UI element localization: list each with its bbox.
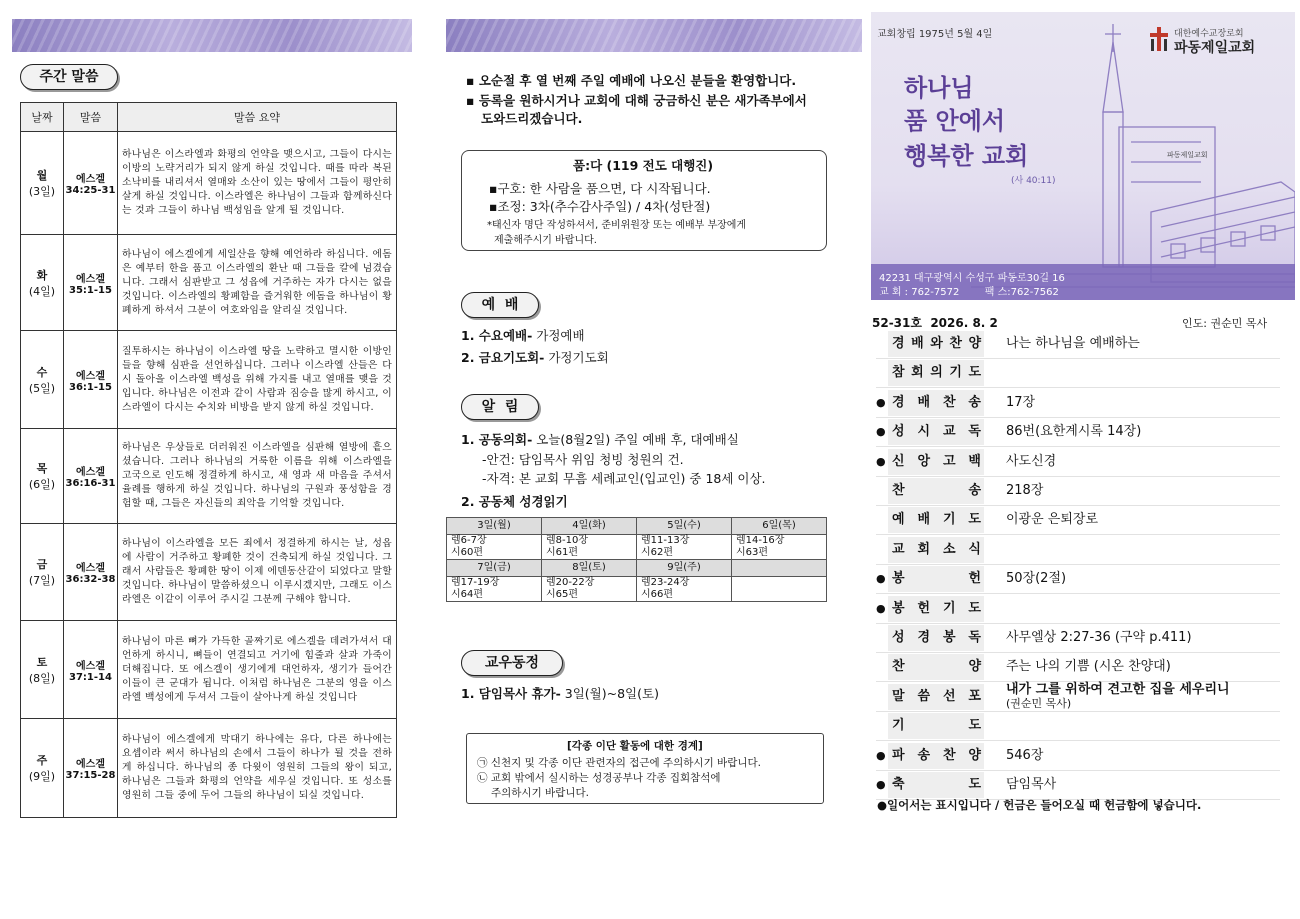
order-label: 봉 헌 기 도 bbox=[888, 596, 984, 622]
weekly-summary: 하나님이 에스겔에게 세일산을 향해 예언하라 하십니다. 에돔은 예부터 한을 품고 이스라엘의 환난 때 그들을 칼에 넘겼습니다. 그래서 심판받고 그 성읍에 거주하는 자가 다시는 없을 것입니다. 이스라엘의 황폐함을 즐거워한 에돔을 하나님이 황폐하게 하셔서 그분이 여호와임을 알리실 것입니다. bbox=[118, 235, 397, 331]
notice-title: 알 림 bbox=[461, 394, 539, 420]
standing-bullet: ● bbox=[876, 748, 886, 762]
weekly-summary: 질투하시는 하나님이 이스라엘 땅을 노략하고 멸시한 이방인들을 향해 심판을 선언하십니다. 그러나 이스라엘 산들은 다시 돌아올 이스라엘 백성을 위해 가지를 내고 열매를 맺을 것입니다. 하나님은 이전과 같이 사람과 짐승을 많게 하시고, 이스라엘이 다시는 수치와 비방을 받지 않게 하실 것입니다. bbox=[118, 331, 397, 429]
worship-item-2: 2. 금요기도회- 가정기도회 bbox=[461, 350, 609, 365]
weekly-summary: 하나님이 에스겔에게 막대기 하나에는 유다, 다른 하나에는 요셉이라 써서 하나님의 손에서 그들이 하나가 될 것을 전하게 하십니다. 하나님의 종 다윗이 영원히 그들의 왕이 되고, 하나님은 그들과 화평의 언약을 세우실 것입니다. 또 성소를 영원히 그들 중에 두어 그들의 하나님이 되실 것입니다. bbox=[118, 719, 397, 818]
weekly-reference: 에스겔 34:25-31 bbox=[64, 132, 118, 235]
staff-title: 교우동정 bbox=[461, 650, 563, 676]
reading-cell: 렘23-24장 시66편 bbox=[637, 577, 732, 602]
slogan-verse: (사 40:11) bbox=[1011, 176, 1056, 186]
order-item bbox=[876, 625, 1280, 653]
weekly-day: 주 (9일) bbox=[21, 719, 64, 818]
reading-row-1 bbox=[447, 535, 827, 560]
weekly-row bbox=[21, 524, 397, 621]
order-item bbox=[876, 743, 1280, 771]
weekly-reference: 에스겔 36:16-31 bbox=[64, 429, 118, 524]
weekly-day: 수 (5일) bbox=[21, 331, 64, 429]
weekly-day: 금 (7일) bbox=[21, 524, 64, 621]
weekly-row bbox=[21, 719, 397, 818]
order-value: 내가 그를 위하여 견고한 집을 세우리니 (권순민 목사) bbox=[1006, 681, 1230, 710]
weekly-summary: 하나님은 이스라엘과 화평의 언약을 맺으시고, 그들이 다시는 이방의 노략거리가 되지 않게 하실 것입니다. 때를 따라 복된 소낙비를 내리셔서 열매와 소산이 있는 땅에서 그들이 평안히 살게 하실 것입니다. 이스라엘은 하나님이 그들과 함께하신다는 것과 그들이 하나님 백성임을 알게 될 것입니다. bbox=[118, 132, 397, 235]
order-label: 봉 헌 bbox=[888, 566, 984, 592]
weekly-day: 화 (4일) bbox=[21, 235, 64, 331]
order-item bbox=[876, 331, 1280, 359]
weekly-reference: 에스겔 35:1-15 bbox=[64, 235, 118, 331]
bulletin-leader: 인도: 권순민 목사 bbox=[1182, 317, 1268, 330]
reading-table bbox=[446, 517, 827, 602]
notice-item-1-sub-1: -안건: 담임목사 위임 청빙 청원의 건. bbox=[482, 452, 684, 467]
weekly-day: 토 (8일) bbox=[21, 621, 64, 719]
reading-head-row-2 bbox=[447, 560, 827, 577]
order-value: 주는 나의 기쁨 (시온 찬양대) bbox=[1006, 659, 1171, 675]
reading-day: 7일(금) bbox=[447, 560, 542, 577]
weekly-row bbox=[21, 235, 397, 331]
standing-bullet: ● bbox=[876, 778, 886, 791]
order-label: 말 씀 선 포 bbox=[888, 684, 984, 710]
standing-bullet: ● bbox=[876, 454, 886, 468]
mission-line-2: ▪조정: 3차(추수감사주일) / 4차(성탄절) bbox=[489, 199, 711, 214]
weekly-day: 목 (6일) bbox=[21, 429, 64, 524]
reading-day: 8일(토) bbox=[542, 560, 637, 577]
order-label: 성 시 교 독 bbox=[888, 419, 984, 445]
order-item bbox=[876, 390, 1280, 418]
order-item bbox=[876, 419, 1280, 447]
cover-phone: 교 회 : 762-7572 팩 스:762-7562 bbox=[879, 287, 1059, 298]
order-label: 신 앙 고 백 bbox=[888, 449, 984, 475]
mission-note-2: 제출해주시기 바랍니다. bbox=[494, 235, 597, 246]
weekly-summary: 하나님이 마른 뼈가 가득한 골짜기로 에스겔을 데려가셔서 대언하게 하시니, 뼈들이 연결되고 거기에 힘줄과 살과 가죽이 더해집니다. 또 에스겔이 생기에게 대언하자, 생기가 들어간 이들이 큰 군대가 됩니다. 이처럼 하나님은 그분의 영을 이스라엘 백성에게 두셔서 그들이 살아나게 하실 것입니다 bbox=[118, 621, 397, 719]
weekly-reference: 에스겔 36:32-38 bbox=[64, 524, 118, 621]
order-item bbox=[876, 449, 1280, 477]
caution-line-3: 주의하시기 바랍니다. bbox=[491, 787, 589, 799]
order-value: 17장 bbox=[1006, 394, 1036, 410]
header-band-left bbox=[12, 19, 412, 52]
header-date: 날짜 bbox=[21, 103, 64, 132]
reading-day: 5일(수) bbox=[637, 518, 732, 535]
order-label: 경 배 와 찬 양 bbox=[888, 331, 984, 357]
order-value: 218장 bbox=[1006, 483, 1044, 498]
building-sign: 파동제일교회 bbox=[1167, 151, 1208, 159]
reading-day: 4일(화) bbox=[542, 518, 637, 535]
order-value: 86번(요한계시록 14장) bbox=[1006, 424, 1142, 440]
standing-bullet: ● bbox=[876, 601, 886, 615]
order-item bbox=[876, 360, 1280, 388]
order-item bbox=[876, 654, 1280, 682]
welcome-line-3: 도와드리겠습니다. bbox=[481, 111, 583, 126]
order-item bbox=[876, 596, 1280, 624]
weekly-title: 주간 말씀 bbox=[20, 64, 118, 90]
reading-day bbox=[732, 560, 827, 577]
standing-bullet: ● bbox=[876, 395, 886, 409]
order-value: 사무엘상 2:27-36 (구약 p.411) bbox=[1006, 630, 1192, 645]
order-label: 축 도 bbox=[888, 772, 984, 798]
order-value: 담임목사 bbox=[1006, 777, 1057, 792]
weekly-row bbox=[21, 331, 397, 429]
mission-line-1: ▪구호: 한 사람을 품으면, 다 시작됩니다. bbox=[489, 181, 711, 196]
church-name: 파동제일교회 bbox=[1174, 40, 1256, 56]
order-item bbox=[876, 772, 1280, 800]
cover-panel bbox=[871, 12, 1295, 300]
order-value: 나는 하나님을 예배하는 bbox=[1006, 336, 1140, 351]
welcome-line-2: ▪ 등록을 원하시거나 교회에 대해 궁금하신 분은 새가족부에서 bbox=[466, 93, 807, 108]
header-band-middle bbox=[446, 19, 862, 52]
order-value: 546장 bbox=[1006, 747, 1044, 763]
order-label: 성 경 봉 독 bbox=[888, 625, 984, 651]
weekly-row bbox=[21, 621, 397, 719]
notice-item-1-sub-2: -자격: 본 교회 무흠 세례교인(입교인) 중 18세 이상. bbox=[482, 471, 766, 486]
slogan-line-1: 하나님 bbox=[904, 74, 974, 102]
header-summary: 말씀 요약 bbox=[118, 103, 397, 132]
caution-title: [각종 이단 활동에 대한 경계] bbox=[567, 740, 703, 752]
reading-head-row-1 bbox=[447, 518, 827, 535]
reading-cell: 렘11-13장 시62편 bbox=[637, 535, 732, 560]
bulletin-issue: 52-31호 2026. 8. 2 bbox=[872, 316, 998, 330]
worship-title: 예 배 bbox=[461, 292, 539, 318]
reading-day: 3일(월) bbox=[447, 518, 542, 535]
denomination: 대한예수교장로회 bbox=[1174, 29, 1244, 39]
reading-cell: 렘14-16장 시63편 bbox=[732, 535, 827, 560]
order-item bbox=[876, 478, 1280, 506]
order-label: 찬 양 bbox=[888, 654, 984, 680]
cover-address: 42231 대구광역시 수성구 파동로30길 16 bbox=[879, 273, 1065, 284]
order-item bbox=[876, 681, 1280, 712]
order-item bbox=[876, 507, 1280, 535]
order-value: 50장(2절) bbox=[1006, 571, 1067, 587]
notice-item-2: 2. 공동체 성경읽기 bbox=[461, 494, 568, 509]
weekly-reference: 에스겔 37:1-14 bbox=[64, 621, 118, 719]
weekly-table bbox=[20, 102, 397, 818]
order-item bbox=[876, 713, 1280, 741]
weekly-reference: 에스겔 37:15-28 bbox=[64, 719, 118, 818]
staff-item-1: 1. 담임목사 휴가- 3일(월)~8일(토) bbox=[461, 686, 659, 701]
weekly-summary: 하나님이 이스라엘을 모든 죄에서 정결하게 하시는 날, 성읍에 사람이 거주하고 황폐한 것이 건축되게 하실 것입니다. 그래서 사람들은 황폐한 땅이 이제 에덴동산같이 되었다고 말할 것입니다. 하나님이 말씀하셨으니 이루시겠지만, 그래도 이스라엘은 이같이 이루어 주시길 그분께 구해야 합니다. bbox=[118, 524, 397, 621]
caution-line-2: ㉡ 교회 밖에서 실시하는 성경공부나 각종 집회참석에 bbox=[477, 772, 721, 784]
order-value: 이광운 은퇴장로 bbox=[1006, 512, 1099, 528]
order-item bbox=[876, 537, 1280, 565]
order-value: 사도신경 bbox=[1006, 453, 1057, 469]
worship-item-1: 1. 수요예배- 가정예배 bbox=[461, 328, 585, 343]
reading-row-2 bbox=[447, 577, 827, 602]
order-label: 찬 송 bbox=[888, 478, 984, 504]
weekly-row bbox=[21, 429, 397, 524]
weekly-summary: 하나님은 우상들로 더러워진 이스라엘을 심판해 열방에 흩으셨습니다. 그러나 하나님의 거룩한 이름을 위해 이스라엘을 고국으로 인도해 정결하게 하시고, 새 영과 새 마음을 주셔서 율례를 행하게 하실 것입니다. 하나님의 구원과 풍성함을 경험할 때, 그들은 자신들의 죄악을 기억할 것입니다. bbox=[118, 429, 397, 524]
reading-cell: 렘8-10장 시61편 bbox=[542, 535, 637, 560]
slogan-line-3: 행복한 교회 bbox=[904, 142, 1029, 170]
order-label: 기 도 bbox=[888, 713, 984, 739]
order-label: 파 송 찬 양 bbox=[888, 743, 984, 769]
mission-note-1: *태신자 명단 작성하셔서, 준비위원장 또는 예배부 부장에게 bbox=[487, 220, 747, 231]
order-label: 경 배 찬 송 bbox=[888, 390, 984, 416]
reading-day: 6일(목) bbox=[732, 518, 827, 535]
weekly-day: 월 (3일) bbox=[21, 132, 64, 235]
church-logo-icon bbox=[1148, 26, 1170, 52]
order-label: 참 회 의 기 도 bbox=[888, 360, 984, 386]
mission-title: 품:다 (119 전도 대행진) bbox=[573, 158, 714, 173]
standing-bullet: ● bbox=[876, 572, 886, 586]
caution-line-1: ㉠ 신천지 및 각종 이단 관련자의 접근에 주의하시기 바랍니다. bbox=[477, 757, 761, 769]
reading-cell: 렘17-19장 시64편 bbox=[447, 577, 542, 602]
reading-cell bbox=[732, 577, 827, 602]
reading-cell: 렘6-7장 시60편 bbox=[447, 535, 542, 560]
weekly-reference: 에스겔 36:1-15 bbox=[64, 331, 118, 429]
order-item bbox=[876, 566, 1280, 594]
weekly-header-row bbox=[21, 103, 397, 132]
founded-date: 교회창립 1975년 5월 4일 bbox=[877, 29, 993, 40]
reading-cell: 렘20-22장 시65편 bbox=[542, 577, 637, 602]
reading-day: 9일(주) bbox=[637, 560, 732, 577]
header-verse: 말씀 bbox=[64, 103, 118, 132]
welcome-line-1: ▪ 오순절 후 열 번째 주일 예배에 나오신 분들을 환영합니다. bbox=[466, 73, 797, 88]
notice-item-1: 1. 공동의회- 오늘(8월2일) 주일 예배 후, 대예배실 bbox=[461, 432, 739, 447]
weekly-row bbox=[21, 132, 397, 235]
order-label: 예 배 기 도 bbox=[888, 507, 984, 533]
footer-note: ●일어서는 표시입니다 / 헌금은 들어오실 때 헌금함에 넣습니다. bbox=[877, 798, 1202, 812]
standing-bullet: ● bbox=[876, 425, 886, 439]
order-label: 교 회 소 식 bbox=[888, 537, 984, 563]
slogan-line-2: 품 안에서 bbox=[904, 107, 1006, 135]
